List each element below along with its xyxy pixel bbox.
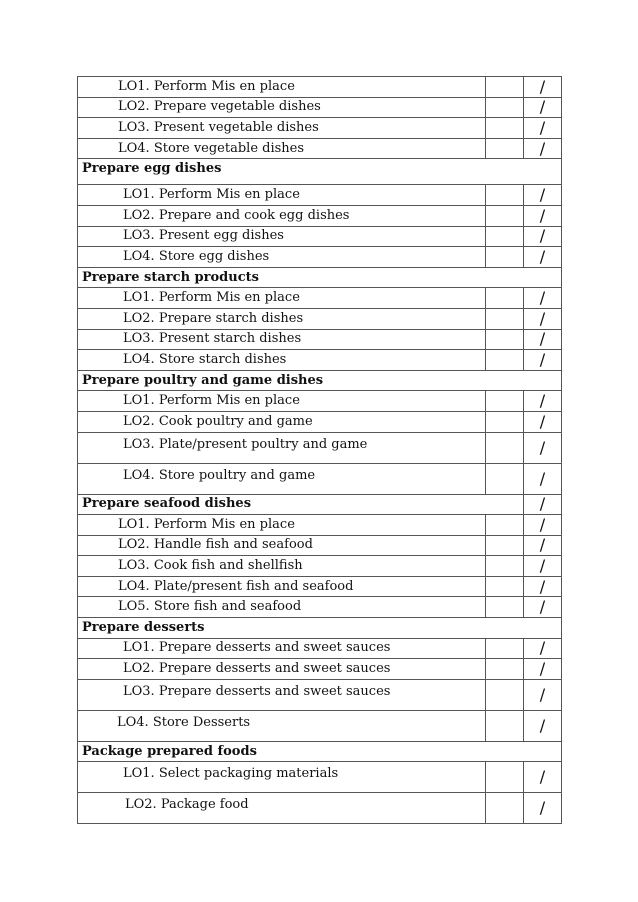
learning-outcome: LO3. Cook fish and shellfish xyxy=(78,556,486,577)
learning-outcome: LO4. Store starch dishes xyxy=(78,350,486,371)
section-heading: Prepare seafood dishes xyxy=(78,494,524,515)
blank-cell xyxy=(486,659,524,680)
blank-cell xyxy=(486,185,524,206)
section-heading: Prepare desserts xyxy=(78,618,562,639)
blank-cell xyxy=(486,762,524,793)
check-mark: / xyxy=(524,77,562,98)
check-mark: / xyxy=(524,659,562,680)
blank-cell xyxy=(486,432,524,463)
learning-outcome: LO1. Perform Mis en place xyxy=(78,515,486,536)
checklist-row xyxy=(78,77,562,98)
section-heading-row xyxy=(78,494,562,515)
checklist-row xyxy=(78,762,562,793)
blank-cell xyxy=(486,391,524,412)
check-mark: / xyxy=(524,576,562,597)
learning-outcome: LO1. Perform Mis en place xyxy=(78,185,486,206)
learning-outcome: LO2. Prepare starch dishes xyxy=(78,308,486,329)
section-heading: Prepare poultry and game dishes xyxy=(78,370,562,391)
check-mark: / xyxy=(524,308,562,329)
check-mark: / xyxy=(524,185,562,206)
blank-cell xyxy=(486,77,524,98)
checklist-row xyxy=(78,97,562,118)
checklist-row xyxy=(78,391,562,412)
learning-outcome: LO3. Plate/present poultry and game xyxy=(78,432,486,463)
check-mark: / xyxy=(524,350,562,371)
checklist-row xyxy=(78,515,562,536)
learning-outcome: LO5. Store fish and seafood xyxy=(78,597,486,618)
learning-outcome: LO2. Handle fish and seafood xyxy=(78,535,486,556)
check-mark: / xyxy=(524,226,562,247)
checklist-row xyxy=(78,576,562,597)
competency-checklist-table xyxy=(77,76,562,824)
checklist-row xyxy=(78,205,562,226)
learning-outcome: LO1. Perform Mis en place xyxy=(78,391,486,412)
check-mark: / xyxy=(524,638,562,659)
learning-outcome: LO2. Package food xyxy=(78,793,486,824)
blank-cell xyxy=(486,463,524,494)
check-mark: / xyxy=(524,411,562,432)
check-mark: / xyxy=(524,97,562,118)
checklist-row xyxy=(78,556,562,577)
check-mark: / xyxy=(524,762,562,793)
check-mark: / xyxy=(524,793,562,824)
section-heading: Package prepared foods xyxy=(78,741,562,762)
blank-cell xyxy=(486,205,524,226)
blank-cell xyxy=(486,97,524,118)
section-heading-row xyxy=(78,741,562,762)
blank-cell xyxy=(486,710,524,741)
learning-outcome: LO2. Prepare and cook egg dishes xyxy=(78,205,486,226)
check-mark: / xyxy=(524,710,562,741)
learning-outcome: LO3. Present starch dishes xyxy=(78,329,486,350)
blank-cell xyxy=(486,556,524,577)
learning-outcome: LO1. Perform Mis en place xyxy=(78,288,486,309)
checklist-row xyxy=(78,350,562,371)
checklist-row xyxy=(78,308,562,329)
blank-cell xyxy=(486,515,524,536)
checklist-row xyxy=(78,118,562,139)
check-mark: / xyxy=(524,329,562,350)
blank-cell xyxy=(486,308,524,329)
checklist-row xyxy=(78,535,562,556)
checklist-row xyxy=(78,793,562,824)
check-mark: / xyxy=(524,118,562,139)
blank-cell xyxy=(486,288,524,309)
blank-cell xyxy=(486,535,524,556)
blank-cell xyxy=(486,638,524,659)
check-mark: / xyxy=(524,679,562,710)
section-heading-row xyxy=(78,159,562,185)
checklist-row xyxy=(78,329,562,350)
section-heading-row xyxy=(78,618,562,639)
checklist-row xyxy=(78,710,562,741)
learning-outcome: LO1. Perform Mis en place xyxy=(78,77,486,98)
learning-outcome: LO3. Present vegetable dishes xyxy=(78,118,486,139)
blank-cell xyxy=(486,411,524,432)
check-mark: / xyxy=(524,288,562,309)
checklist-row xyxy=(78,432,562,463)
learning-outcome: LO3. Present egg dishes xyxy=(78,226,486,247)
learning-outcome: LO4. Plate/present fish and seafood xyxy=(78,576,486,597)
blank-cell xyxy=(486,793,524,824)
section-heading: Prepare starch products xyxy=(78,267,562,288)
check-mark: / xyxy=(524,138,562,159)
blank-cell xyxy=(486,679,524,710)
check-mark: / xyxy=(524,494,562,515)
learning-outcome: LO3. Prepare desserts and sweet sauces xyxy=(78,679,486,710)
check-mark: / xyxy=(524,515,562,536)
checklist-row xyxy=(78,597,562,618)
section-heading: Prepare egg dishes xyxy=(78,159,562,185)
section-heading-row xyxy=(78,370,562,391)
learning-outcome: LO2. Prepare vegetable dishes xyxy=(78,97,486,118)
learning-outcome: LO2. Prepare desserts and sweet sauces xyxy=(78,659,486,680)
checklist-row xyxy=(78,247,562,268)
check-mark: / xyxy=(524,556,562,577)
blank-cell xyxy=(486,576,524,597)
blank-cell xyxy=(486,329,524,350)
learning-outcome: LO1. Select packaging materials xyxy=(78,762,486,793)
blank-cell xyxy=(486,138,524,159)
blank-cell xyxy=(486,226,524,247)
checklist-row xyxy=(78,638,562,659)
check-mark: / xyxy=(524,391,562,412)
blank-cell xyxy=(486,247,524,268)
learning-outcome: LO2. Cook poultry and game xyxy=(78,411,486,432)
check-mark: / xyxy=(524,463,562,494)
checklist-row xyxy=(78,679,562,710)
blank-cell xyxy=(486,118,524,139)
learning-outcome: LO4. Store egg dishes xyxy=(78,247,486,268)
check-mark: / xyxy=(524,205,562,226)
section-heading-row xyxy=(78,267,562,288)
learning-outcome: LO4. Store vegetable dishes xyxy=(78,138,486,159)
checklist-row xyxy=(78,185,562,206)
checklist-row xyxy=(78,411,562,432)
learning-outcome: LO4. Store poultry and game xyxy=(78,463,486,494)
checklist-row xyxy=(78,288,562,309)
learning-outcome: LO1. Prepare desserts and sweet sauces xyxy=(78,638,486,659)
checklist-row xyxy=(78,659,562,680)
check-mark: / xyxy=(524,597,562,618)
learning-outcome: LO4. Store Desserts xyxy=(78,710,486,741)
blank-cell xyxy=(486,597,524,618)
check-mark: / xyxy=(524,247,562,268)
checklist-row xyxy=(78,138,562,159)
checklist-row xyxy=(78,463,562,494)
check-mark: / xyxy=(524,535,562,556)
blank-cell xyxy=(486,350,524,371)
check-mark: / xyxy=(524,432,562,463)
checklist-row xyxy=(78,226,562,247)
